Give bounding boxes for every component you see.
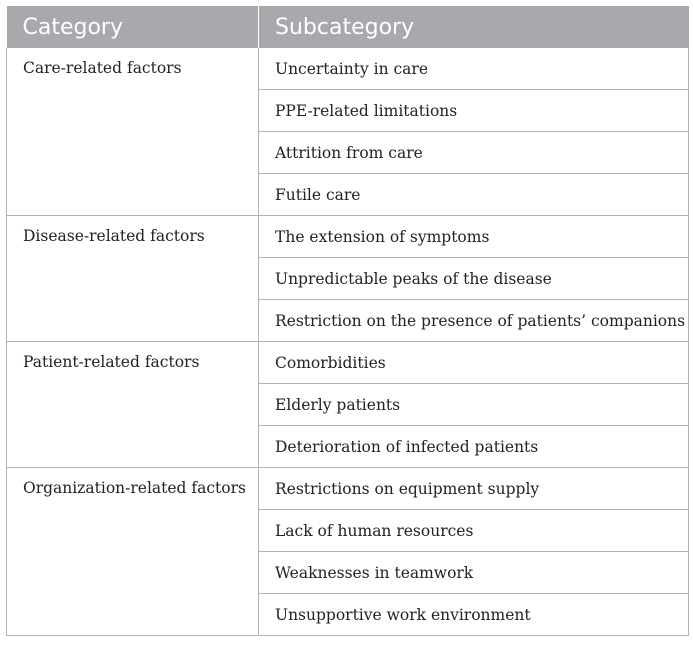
subcategory-cell: Elderly patients [259,384,689,426]
table-row [7,342,689,384]
category-cell: Patient-related factors [7,342,259,468]
subcategory-cell: Uncertainty in care [259,48,689,90]
header-category: Category [7,6,259,48]
subcategory-cell: Lack of human resources [259,510,689,552]
category-cell: Disease-related factors [7,216,259,342]
subcategory-cell: Unsupportive work environment [259,594,689,636]
subcategory-cell: Attrition from care [259,132,689,174]
header-subcategory: Subcategory [259,6,689,48]
table-row [7,468,689,510]
subcategory-cell: Futile care [259,174,689,216]
subcategory-cell: Weaknesses in teamwork [259,552,689,594]
subcategory-cell: Deterioration of infected patients [259,426,689,468]
factors-table [6,6,689,636]
table-body [7,48,689,636]
subcategory-cell: Restrictions on equipment supply [259,468,689,510]
subcategory-cell: Comorbidities [259,342,689,384]
table-row [7,48,689,90]
subcategory-cell: Restriction on the presence of patients’ companions [259,300,689,342]
subcategory-cell: PPE-related limitations [259,90,689,132]
subcategory-cell: The extension of symptoms [259,216,689,258]
category-cell: Organization-related factors [7,468,259,636]
subcategory-cell: Unpredictable peaks of the disease [259,258,689,300]
category-cell: Care-related factors [7,48,259,216]
table-row [7,216,689,258]
factors-table-container [6,6,688,636]
header-row [7,6,689,48]
table-header [7,6,689,48]
